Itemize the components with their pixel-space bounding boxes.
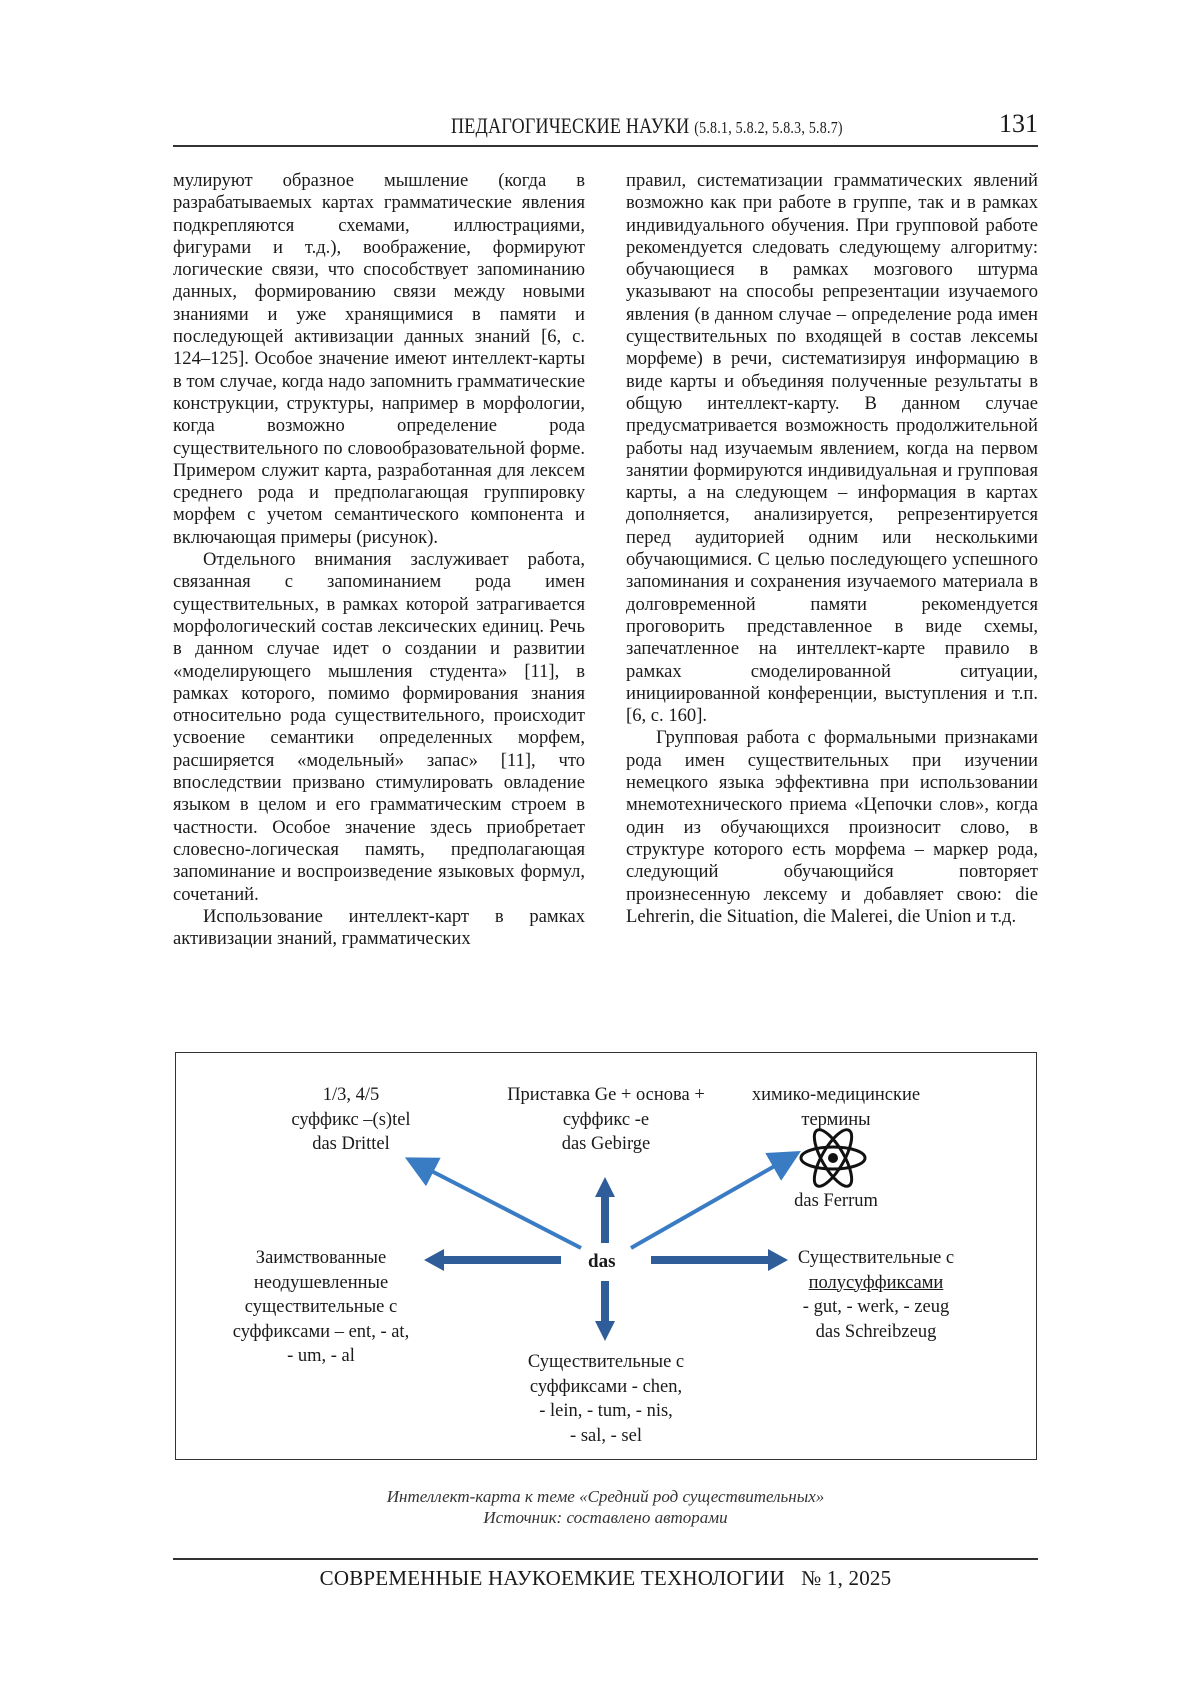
node-top-right: химико-медицинские термины xyxy=(751,1085,921,1130)
arrow-right xyxy=(651,1249,788,1271)
mind-map-figure xyxy=(175,1052,1037,1460)
page-number: 131 xyxy=(999,109,1038,138)
caption-source: Источник: составлено авторами xyxy=(483,1508,728,1527)
node-bottom: Существительные с суффиксами - chen, - lein, - tum, - nis, - sal, - sel xyxy=(527,1352,685,1446)
journal-section: ПЕДАГОГИЧЕСКИЕ НАУКИ xyxy=(451,113,690,138)
paragraph: правил, систематизации грамматических явлений возможно как при работе в группе, так и в рамках индивидуального обучения. При групповой работе рекомендуется следовать следующему алгоритму: обучающиеся в рамках мозгового штурма указывают на способы репрезентации изучаемого явления (в данном случае – определение рода имен существительных по входящей в состав лексемы морфеме) в речи, систематизируя информацию в виде карты и объединяя полученные результаты в общую интеллект-карту. В данном случае предусматривается возможность продолжительной работы над изучаемым явлением, когда на первом занятии формируются индивидуальная и групповая карты, а на следующем – информация в картах дополняется, анализируется, репрезентируется перед аудиторией одним или несколькими обучающимися. С целью последующего успешного запоминания и сохранения изучаемого материала в долговременной памяти рекомендуется проговорить представленное в виде схемы, запечатленное на интеллект-карте правило в рамках смоделированной ситуации, инициированной конференции, выступления и т.п. [6, с. 160]. xyxy=(626,170,1038,727)
node-top-right-example: das Ferrum xyxy=(794,1191,878,1211)
center-word: das xyxy=(588,1251,616,1272)
footer-journal: СОВРЕМЕННЫЕ НАУКОЕМКИЕ ТЕХНОЛОГИИ xyxy=(319,1566,785,1590)
figure-caption xyxy=(173,1486,1038,1528)
arrow-down xyxy=(595,1281,615,1341)
page-header xyxy=(173,107,1038,147)
arrow-top-left xyxy=(412,1161,581,1248)
node-top-left: 1/3, 4/5 суффикс –(s)tel das Drittel xyxy=(291,1085,411,1154)
arrow-up xyxy=(595,1177,615,1243)
paragraph: Использование интеллект-карт в рамках активизации знаний, грамматических xyxy=(173,905,585,950)
left-column xyxy=(173,170,585,950)
caption-title: Интеллект-карта к теме «Средний род существительных» xyxy=(386,1487,825,1506)
section-codes: (5.8.1, 5.8.2, 5.8.3, 5.8.7) xyxy=(694,118,843,137)
paragraph: Отдельного внимания заслуживает работа, связанная с запоминанием рода имен существительных, в рамках которой затрагивается морфологический состав лексических единиц. Речь в данном случае идет о создании и развитии «моделирующего мышления студента» [11], в рамках которого, помимо формирования знания относительно рода существительного, происходит усвоение семантики определенных морфем, расширяется «модельный» запас» [11], что впоследствии призвано стимулировать овладение языком в целом и его грамматическим строем в частности. Особое значение здесь приобретает словесно-логическая память, предполагающая запоминание и воспроизведение языковых формул, сочетаний. xyxy=(173,549,585,905)
node-left: Заимствованные неодушевленные существительные с суффиксами – ent, - at, - um, - al xyxy=(232,1248,410,1366)
atom-icon xyxy=(801,1125,865,1191)
paragraph: мулируют образное мышление (когда в разрабатываемых картах грамматические явления подкрепляются схемами, иллюстрациями, фигурами и т.д.), воображение, формируют логические связи, что способствует запоминанию данных, формированию связи между новыми знаниями и уже хранящимися в памяти и последующей активизации данных знаний [6, с. 124–125]. Особое значение имеют интеллект-карты в том случае, когда надо запомнить грамматические конструкции, структуры, например в морфологии, когда возможно определение рода существительного по словообразовательной форме. Примером служит карта, разработанная для лексем среднего рода и предполагающая группировку морфем с учетом семантического компонента и включающая примеры (рисунок). xyxy=(173,170,585,548)
node-top-middle: Приставка Ge + основа + суффикс -e das Gebirge xyxy=(507,1085,705,1154)
paragraph: Групповая работа с формальными признаками рода имен существительных при изучении немецкого языка эффективна при использовании мнемотехнического приема «Цепочки слов», когда один из обучающихся произносит слово, в структуре которого есть морфема – маркер рода, следующий обучающийся повторяет произнесенную лексему и добавляет свою: die Lehrerin, die Situation, die Malerei, die Union и т.д. xyxy=(626,727,1038,927)
running-head xyxy=(451,113,843,139)
footer-issue: № 1, 2025 xyxy=(801,1566,892,1590)
node-right: Существительные с полусуффиксами - gut, - werk, - zeug das Schreibzeug xyxy=(797,1248,955,1342)
right-column xyxy=(626,170,1038,928)
page-footer xyxy=(173,1558,1038,1591)
